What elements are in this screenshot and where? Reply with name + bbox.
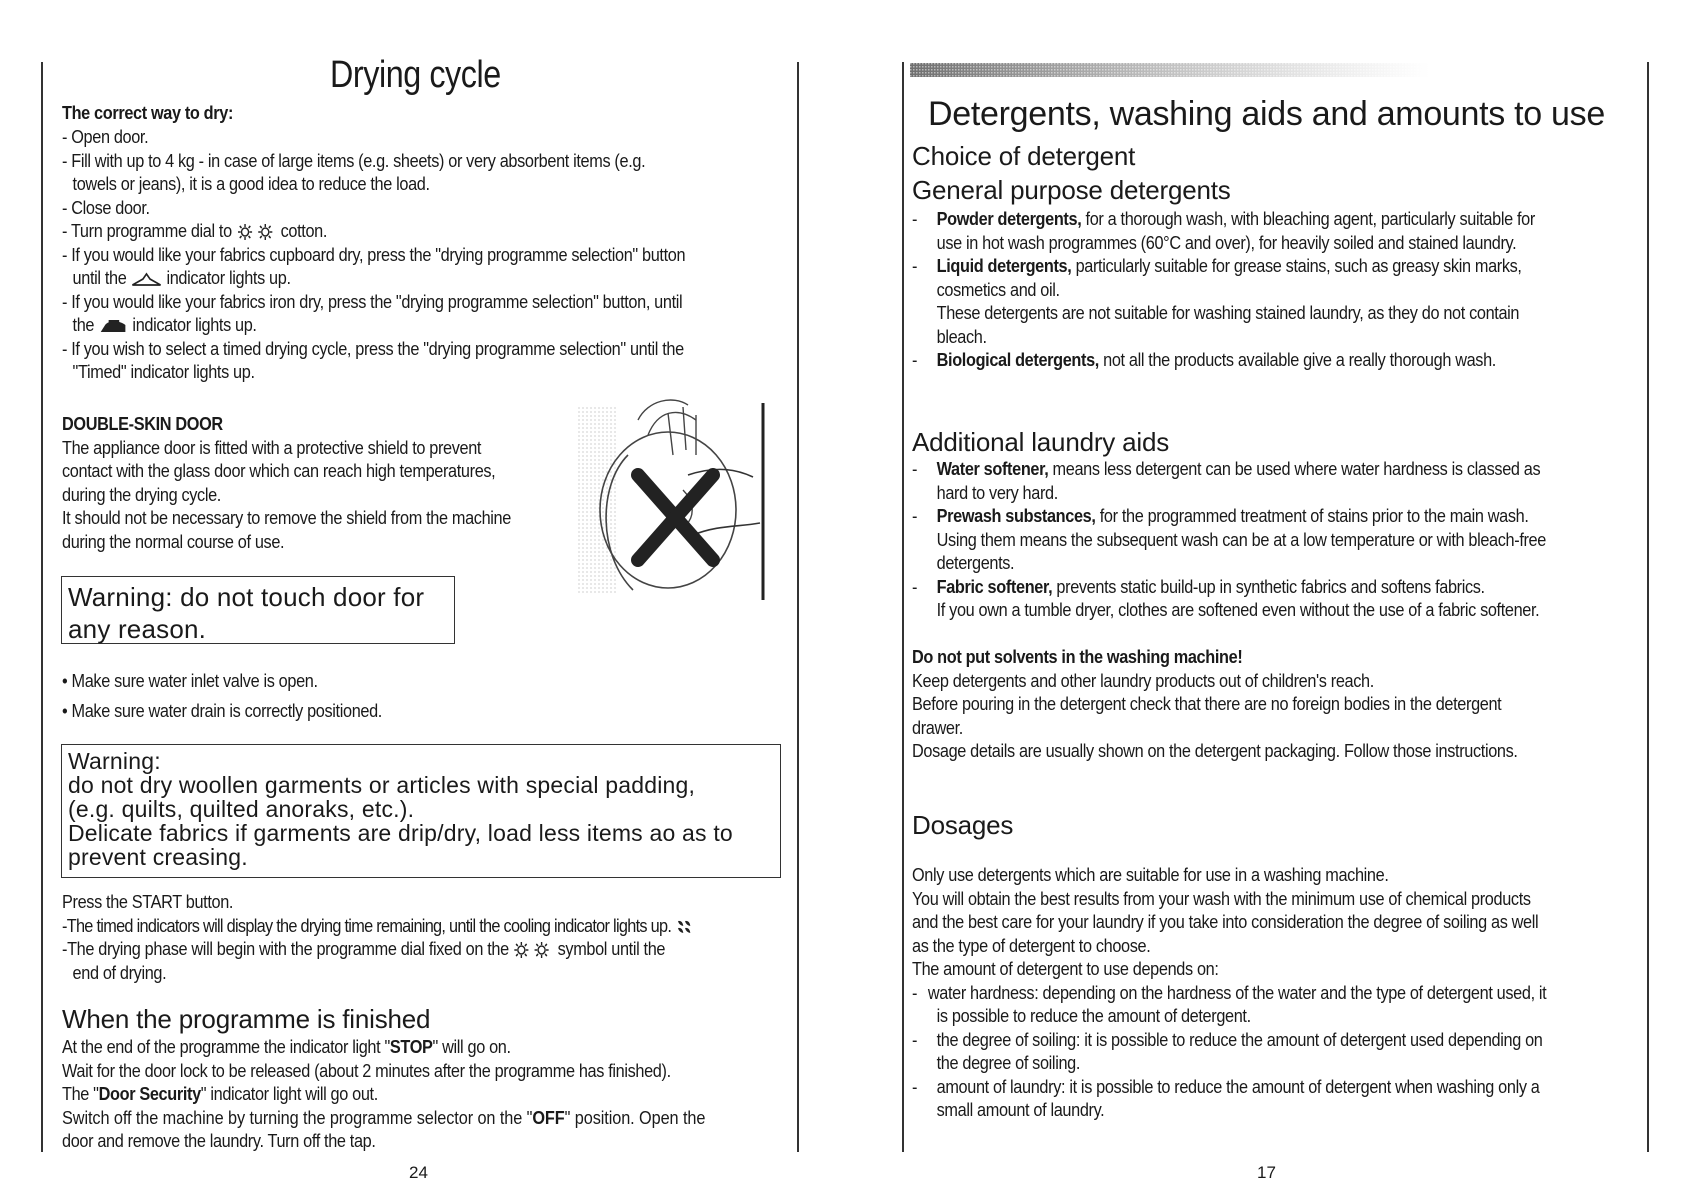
cupboard-dry-icon (131, 270, 163, 288)
double-skin-section: DOUBLE-SKIN DOOR The appliance door is fitted with a protective shield to prevent contact with the glass door which can reach high temperatures, during the drying cycle. It should not be necessary to remove the shield from the machine during the normal course of use. (62, 413, 511, 552)
finished-section: At the end of the programme the indicator light "STOP" will go on. Wait for the door lock to be released (about 2 minutes after the programme has finished). The "Door Security" indicator light will go out. Switch off the machine by turning the programme selector on the "OFF" position. Open the door and remove the laundry. Turn off the tap. (62, 1036, 706, 1151)
right-page-left-rule (902, 62, 904, 1152)
sun-icon (236, 223, 276, 241)
list-item: - Water softener, means less detergent can be used where water hardness is classed as (912, 458, 1541, 479)
door-shield-illustration (578, 395, 788, 605)
header-texture-bar (910, 63, 1430, 77)
drying-steps: - Open door. - Fill with up to 4 kg - in case of large items (e.g. sheets) or very absorbent items (e.g. towels or jeans), it is a good idea to reduce the load. - Close door. - Turn programme dial to cotton. - If you would like your fabrics cupboard dry, press the "drying programme selection" button until the indicator lights up. - If you would like your fabrics iron dry, press the "drying programme selection" button, until the indicator lights up. - If you wish to select a timed drying cycle, press the "drying programme selection" until the "Timed" indicator lights up. (62, 126, 686, 382)
page-number: 24 (409, 1163, 428, 1182)
aids-list: - Water softener, means less detergent can be used where water hardness is classed as hard to very hard. - Prewash substances, for the programmed treatment of stains prior to the main wash. Using them means the subsequent wash can be at a low temperature or with bleach-free detergents. - Fabric softener, prevents static build-up in synthetic fabrics and softens fabrics. If you own a tumble dryer, clothes are softened even without the use of a fabric softener. (912, 457, 1581, 622)
bullet-list (62, 669, 382, 722)
list-item: - Powder detergents, for a thorough wash, with bleaching agent, particularly suitable for (912, 208, 1535, 229)
general-list: - Powder detergents, for a thorough wash, with bleaching agent, particularly suitable for use in hot wash programmes (60°C and over), for heavily soiled and stained laundry. - Liquid detergents, particularly suitable for grease stains, such as greasy skin marks, cosmetics and oil. These detergents are not suitable for washing stained laundry, as they do not contain bleach. - Biological detergents, not all the products available give a really thorough wash. (912, 207, 1581, 372)
correct-way-heading: The correct way to dry: (62, 102, 234, 123)
start-section: Press the START button. -The timed indicators will display the drying time remaining, until the cooling indicator lights up. -The drying phase will begin with the programme dial fixed on the symbol until the end of drying. (62, 890, 801, 984)
general-heading: General purpose detergents (912, 175, 1231, 205)
dosages-heading: Dosages (912, 810, 1014, 840)
list-item: - Biological detergents, not all the products available give a really thorough wash. (912, 349, 1496, 370)
choice-heading: Choice of detergent (912, 141, 1136, 171)
list-item: - Liquid detergents, particularly suitable for grease stains, such as greasy skin marks, (912, 255, 1522, 276)
left-page-right-rule (797, 62, 799, 1152)
list-item: - the degree of soiling: it is possible to reduce the amount of detergent used depending on (912, 1028, 1543, 1050)
fan-icon (675, 918, 694, 936)
page-title: Drying cycle (330, 54, 501, 96)
list-item: - water hardness: depending on the hardness of the water and the type of detergent used, it (912, 981, 1547, 1003)
solvents-section: Do not put solvents in the washing machine! Keep detergents and other laundry products out of children's reach. Before pouring in the detergent check that there are no foreign bodies in the detergent drawer. Dosage details are usually shown on the detergent packaging. Follow those instructions. (912, 646, 1518, 761)
right-page (842, 0, 1684, 1191)
list-item: • Make sure water drain is correctly positioned. (62, 699, 382, 721)
finished-heading: When the programme is finished (62, 1004, 431, 1034)
list-item: - Prewash substances, for the programmed treatment of stains prior to the main wash. (912, 505, 1529, 526)
page-title: Detergents, washing aids and amounts to use (928, 95, 1605, 133)
page-number: 17 (1257, 1163, 1276, 1182)
list-item: • Make sure water inlet valve is open. (62, 670, 318, 691)
aids-heading: Additional laundry aids (912, 427, 1170, 457)
sun-icon (513, 941, 553, 959)
left-margin-rule (41, 62, 43, 1152)
list-item: - amount of laundry: it is possible to reduce the amount of detergent when washing only a (912, 1075, 1540, 1097)
warning-woollen-box: Warning: do not dry woollen garments or articles with special padding, (e.g. quilts, quilted anoraks, etc.). Delicate fabrics if garments are drip/dry, load less items ao as to prevent creasing. (61, 744, 781, 878)
warning-door-box: Warning: do not touch door for any reason. (61, 576, 455, 644)
dosages-section: Only use detergents which are suitable for use in a washing machine. You will obtain the best results from your wash with the minimum use of chemical products and the best care for your laundry if you take into consideration the degree of soiling as well as the type of detergent to choose. The amount of detergent to use depends on: - water hardness: depending on the hardness of the water and the type of detergent used, it is possible to reduce the amount of detergent. - the degree of soiling: it is possible to reduce the amount of detergent used depending on the degree of soiling. - amount of laundry: it is possible to reduce the amount of detergent when washing only a small amount of laundry. (912, 863, 1583, 1122)
right-margin-rule (1647, 62, 1649, 1152)
iron-icon (98, 317, 128, 335)
list-item: - Fabric softener, prevents static build-up in synthetic fabrics and softens fabrics. (912, 575, 1485, 597)
